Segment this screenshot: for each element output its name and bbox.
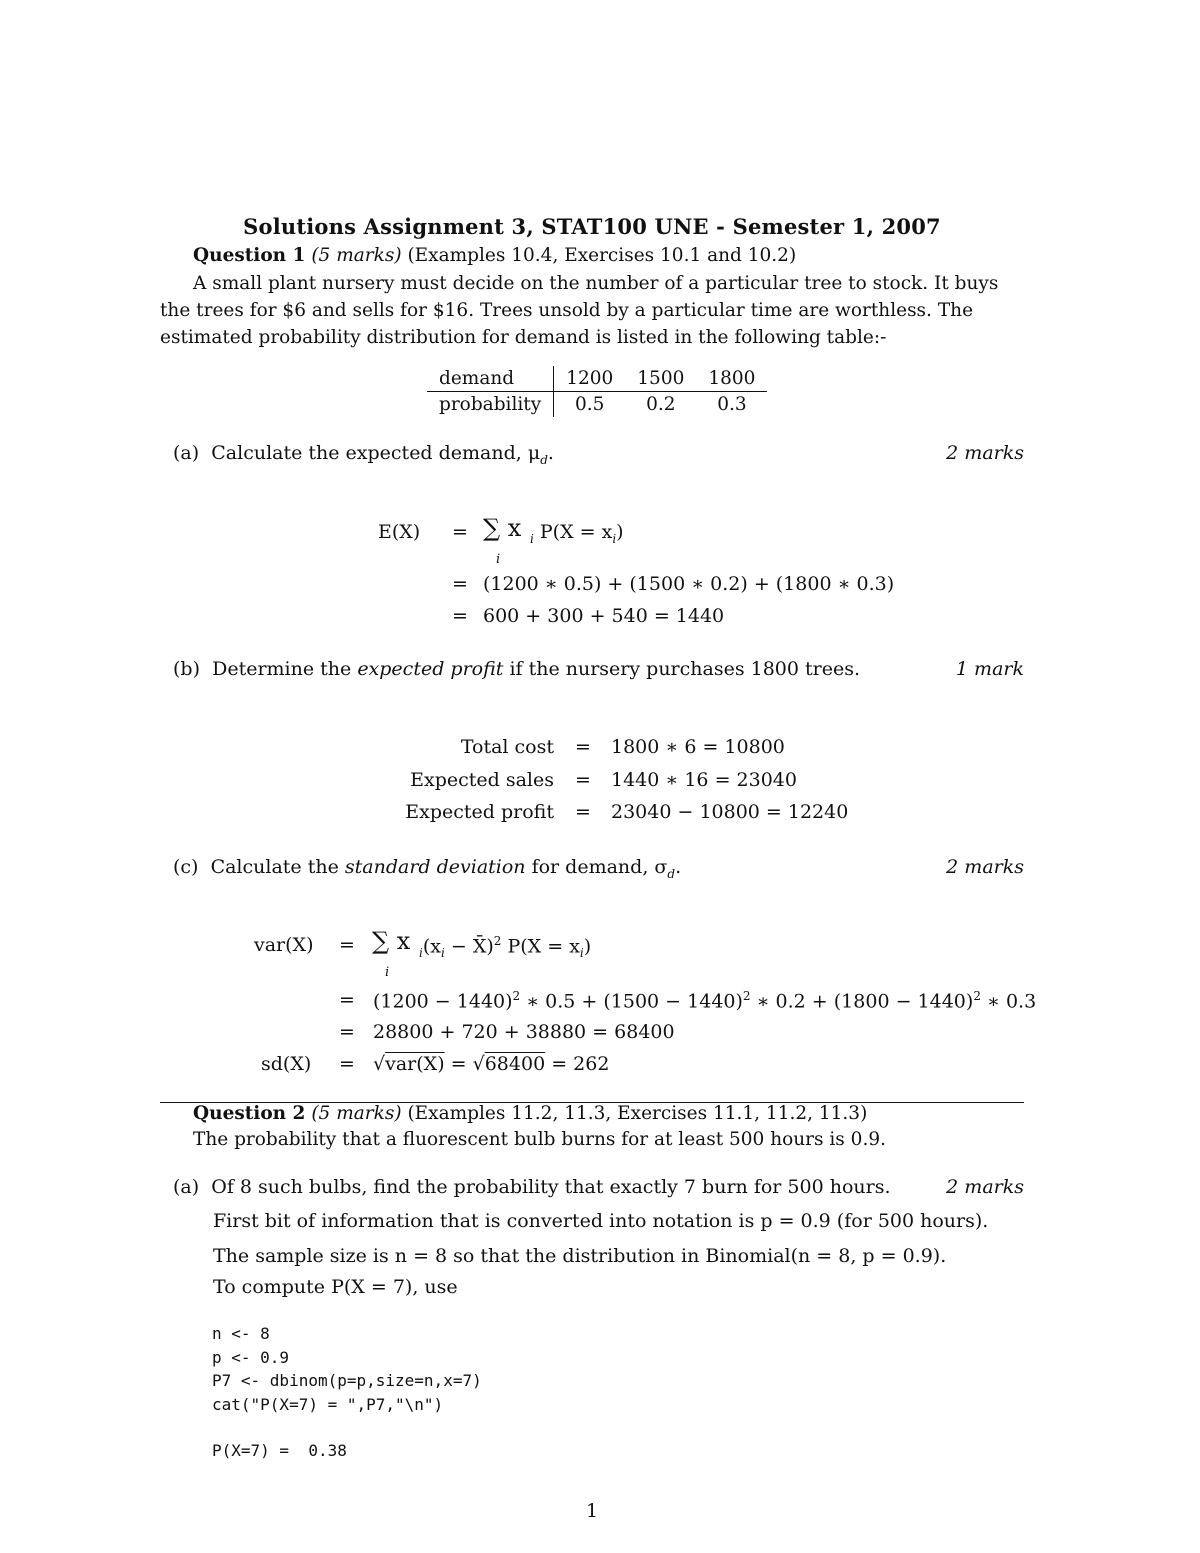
emphasis: expected profit: [357, 658, 504, 680]
sum-expression: ∑ x: [372, 927, 411, 955]
exponent: 2: [512, 989, 521, 1003]
code-line: P7 <- dbinom(p=p,size=n,x=7): [212, 1371, 482, 1390]
q2-refs: (Examples 11.2, 11.3, Exercises 11.1, 11.2, 11.3): [407, 1103, 868, 1124]
q1-intro: A small plant nursery must decide on the number of a particular tree to stock. It buys the trees for $6 and sells for $16. Trees unsold by a particular time are worthless. The estimated probability distribution for demand is listed in the following table:-: [160, 273, 999, 348]
table-cell: 1800: [708, 368, 756, 389]
sum-symbol: [372, 927, 410, 955]
punctuation: .: [675, 856, 682, 878]
prob-expression: P(X = x: [539, 521, 613, 543]
expr: = 262: [545, 1053, 610, 1075]
page-title: Solutions Assignment 3, STAT100 UNE - Semester 1, 2007: [243, 214, 941, 239]
expr: ∗ 0.3: [980, 990, 1037, 1013]
table-row1-label: demand: [427, 366, 554, 392]
q2-marks: (5 marks): [311, 1103, 402, 1124]
q2-label: Question 2: [193, 1103, 306, 1124]
profit-row-rhs: 23040 − 10800 = 12240: [611, 801, 849, 823]
equals-sign: =: [575, 769, 591, 791]
sqrt-sign: √: [373, 1053, 386, 1075]
profit-row-rhs: 1800 ∗ 6 = 10800: [611, 736, 785, 758]
item-label: (b): [173, 658, 200, 680]
var-line3: 28800 + 720 + 38880 = 68400: [373, 1021, 675, 1043]
q1b-prompt: [173, 658, 860, 680]
equals-sign: =: [452, 573, 468, 595]
q1a-eq3: 600 + 300 + 540 = 1440: [483, 605, 725, 627]
q1-label: Question 1: [193, 245, 306, 266]
item-label: (a): [173, 442, 200, 464]
radicand: var(X): [385, 1053, 445, 1075]
radicand: 68400: [484, 1053, 546, 1075]
q2a-line2: The sample size is n = 8 so that the distribution in Binomial(n = 8, p = 0.9).: [213, 1245, 947, 1267]
table-row2-label: probability: [427, 392, 554, 418]
q2a-line3: To compute P(X = 7), use: [213, 1276, 458, 1298]
item-text: Calculate the: [210, 856, 345, 878]
equals-sign: =: [452, 605, 468, 627]
equals-sign: =: [339, 934, 355, 956]
equals-sign: =: [339, 989, 355, 1011]
expr: ): [583, 935, 592, 958]
equals-sign: =: [452, 521, 468, 543]
equals-sign: =: [575, 736, 591, 758]
table-cell: 0.2: [625, 392, 696, 418]
subscript: d: [667, 866, 676, 881]
var-line2: [373, 989, 1036, 1012]
exponent: 2: [973, 989, 981, 1003]
q2a-line1: First bit of information that is converted into notation is p = 0.9 (for 500 hours).: [213, 1210, 989, 1232]
var-rhs: $_i(x_i$ − X̄)$^2$ $P(X = x_i)$: [419, 934, 592, 961]
code-line: n <- 8: [212, 1324, 270, 1343]
table-cell: 0.5: [554, 392, 626, 418]
item-text: for demand, σ: [525, 856, 668, 878]
sum-index: i: [496, 552, 501, 567]
table-cell: 1500: [637, 368, 685, 389]
punctuation: .: [547, 442, 554, 464]
q1-refs: (Examples 10.4, Exercises 10.1 and 10.2): [407, 245, 797, 266]
q1c-prompt: [173, 856, 681, 881]
q2-header: [193, 1103, 867, 1124]
q1-header: [193, 245, 796, 266]
profit-row-lhs: Expected sales: [410, 769, 554, 791]
expr: (1200 − 1440): [373, 990, 513, 1013]
item-text: Determine the: [212, 658, 358, 680]
exponent: 2: [742, 989, 751, 1003]
profit-row-lhs: Total cost: [460, 736, 554, 758]
q1a-eq1-lhs: E(X): [378, 521, 421, 543]
demand-table: [427, 366, 767, 417]
q2-intro: The probability that a fluorescent bulb burns for at least 500 hours is 0.9.: [193, 1129, 886, 1150]
q1-marks: (5 marks): [311, 245, 402, 266]
sd-rhs: [373, 1053, 609, 1075]
q1a-marks: 2 marks: [946, 442, 1024, 464]
sum-symbol: [483, 514, 521, 542]
q2a-marks: 2 marks: [946, 1176, 1024, 1198]
expr: P(X = x: [507, 935, 580, 958]
code-output: P(X=7) = 0.38: [212, 1441, 347, 1460]
expr: ∗ 0.2 + (1800 − 1440): [750, 990, 974, 1013]
q2a-prompt: [173, 1176, 891, 1198]
item-label: (a): [173, 1176, 200, 1198]
page-number: 1: [585, 1500, 599, 1522]
expr: ∗ 0.5 + (1500 − 1440): [520, 990, 743, 1013]
q1a-eq1-rhs: $_i$ $P(X = x_i)$: [530, 521, 624, 546]
q1b-marks: 1 mark: [955, 658, 1024, 680]
paren: ): [616, 521, 624, 543]
exponent: 2: [493, 934, 502, 948]
var-lhs: var(X): [254, 934, 314, 956]
item-text: if the nursery purchases 1800 trees.: [503, 658, 861, 680]
expr: − X̄): [444, 935, 494, 958]
emphasis: standard deviation: [344, 856, 526, 878]
code-line: cat("P(X=7) = ",P7,"\n"): [212, 1395, 444, 1414]
item-label: (c): [173, 856, 199, 878]
equals-sign: =: [339, 1021, 355, 1043]
table-cell: 1200: [566, 368, 614, 389]
item-text: Calculate the expected demand, μ: [211, 442, 541, 464]
item-text: Of 8 such bulbs, find the probability that exactly 7 burn for 500 hours.: [211, 1176, 891, 1198]
expr: = √: [444, 1053, 485, 1075]
profit-row-lhs: Expected profit: [405, 801, 554, 823]
sum-expression: ∑ x: [483, 514, 522, 542]
table-cell: 0.3: [696, 392, 767, 418]
code-line: p <- 0.9: [212, 1348, 290, 1367]
sum-index: i: [385, 965, 390, 980]
sd-lhs: sd(X): [261, 1053, 312, 1075]
expr: (x: [422, 935, 441, 958]
subscript: d: [540, 452, 548, 467]
q1a-prompt: [173, 442, 554, 467]
equals-sign: =: [339, 1053, 355, 1075]
equals-sign: =: [575, 801, 591, 823]
q1a-eq2: (1200 ∗ 0.5) + (1500 ∗ 0.2) + (1800 ∗ 0.3): [483, 573, 895, 595]
profit-row-rhs: 1440 ∗ 16 = 23040: [611, 769, 797, 791]
q1c-marks: 2 marks: [946, 856, 1024, 878]
